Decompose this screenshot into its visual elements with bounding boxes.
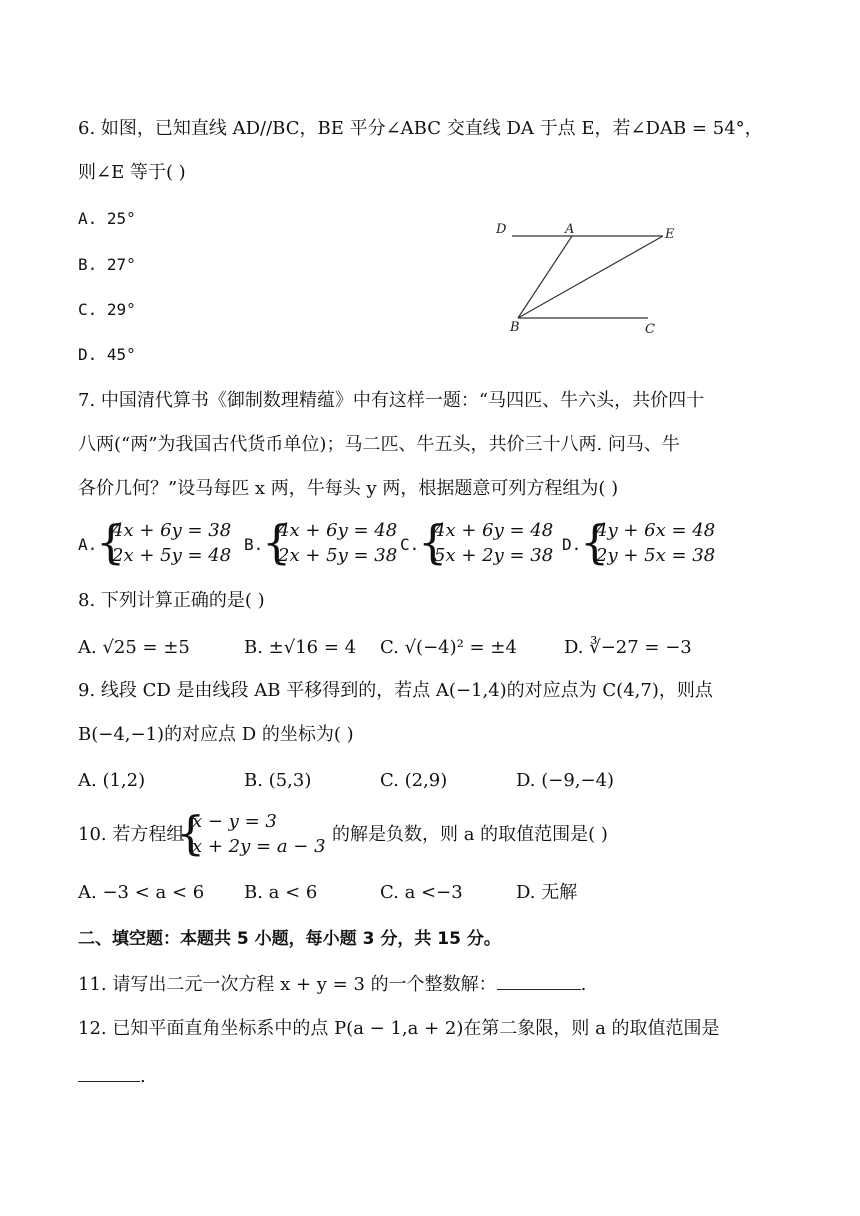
label-e: E bbox=[665, 227, 675, 242]
q11-stem bbox=[78, 971, 586, 997]
q7-option-d-letter: D. bbox=[562, 535, 582, 554]
q9-option-b: B. (5,3) bbox=[244, 770, 312, 791]
q8-option-a: A. √25 = ±5 bbox=[78, 637, 190, 658]
q8-stem: 8. 下列计算正确的是( ) bbox=[78, 590, 265, 611]
q9-option-a: A. (1,2) bbox=[78, 770, 146, 791]
q6-option-a: A. 25° bbox=[78, 209, 136, 228]
q11-answer-blank bbox=[497, 971, 581, 990]
q6-option-c: C. 29° bbox=[78, 300, 136, 319]
q9-stem-line2: B(−4,−1)的对应点 D 的坐标为( ) bbox=[78, 724, 354, 745]
q12-answer-line bbox=[78, 1063, 146, 1089]
q7-option-b bbox=[244, 515, 414, 569]
q7-a-eq2: 2x + 5y = 48 bbox=[112, 545, 232, 566]
q7-option-b-letter: B. bbox=[244, 535, 264, 554]
q7-b-eq1: 4x + 6y = 48 bbox=[278, 520, 398, 541]
q6-option-d: D. 45° bbox=[78, 345, 136, 364]
label-b: B bbox=[510, 320, 520, 335]
q10-option-c: C. a <−3 bbox=[380, 882, 463, 903]
q8-option-c: C. √(−4)² = ±4 bbox=[380, 637, 517, 658]
q7-option-a-letter: A. bbox=[78, 535, 98, 554]
brace-icon: { bbox=[262, 515, 292, 569]
q10-system bbox=[176, 806, 346, 860]
q11-text: 11. 请写出二元一次方程 x + y = 3 的一个整数解： bbox=[78, 974, 497, 995]
q7-d-eq2: 2y + 5x = 38 bbox=[596, 545, 716, 566]
q6-option-b: B. 27° bbox=[78, 255, 136, 274]
q8-option-b: B. ±√16 = 4 bbox=[244, 637, 357, 658]
q7-stem-line2: 八两(“两”为我国古代货币单位)；马二匹、牛五头，共价三十八两. 问马、牛 bbox=[78, 434, 680, 455]
q7-c-eq1: 4x + 6y = 48 bbox=[434, 520, 554, 541]
q6-stem-line2: 则∠E 等于( ) bbox=[78, 162, 186, 183]
label-a: A bbox=[565, 222, 575, 237]
q7-c-eq2: 5x + 2y = 38 bbox=[434, 545, 554, 566]
q10-prefix: 10. 若方程组 bbox=[78, 824, 185, 845]
q7-option-c-letter: C. bbox=[400, 535, 420, 554]
q10-eq1: x − y = 3 bbox=[192, 811, 277, 832]
q7-stem-line1: 7. 中国清代算书《御制数理精蕴》中有这样一题：“马四匹、牛六头，共价四十 bbox=[78, 390, 705, 411]
q12-stem: 12. 已知平面直角坐标系中的点 P(a − 1,a + 2)在第二象限，则 a 的取值范围是 bbox=[78, 1018, 720, 1039]
q12-end: . bbox=[140, 1066, 146, 1087]
q10-option-a: A. −3 < a < 6 bbox=[78, 882, 205, 903]
q8-option-d: D. ∛−27 = −3 bbox=[564, 637, 692, 658]
line-be bbox=[518, 236, 663, 318]
q7-stem-line3: 各价几何？”设马每匹 x 两，牛每头 y 两，根据题意可列方程组为( ) bbox=[78, 478, 619, 499]
q9-option-d: D. (−9,−4) bbox=[516, 770, 615, 791]
q10-option-b: B. a < 6 bbox=[244, 882, 318, 903]
q7-a-eq1: 4x + 6y = 38 bbox=[112, 520, 232, 541]
q12-answer-blank bbox=[78, 1063, 140, 1082]
brace-icon: { bbox=[96, 515, 126, 569]
q10-eq2: x + 2y = a − 3 bbox=[192, 836, 326, 857]
q6-geometry-figure bbox=[488, 214, 675, 340]
q6-stem-line1: 6. 如图，已知直线 AD//BC，BE 平分∠ABC 交直线 DA 于点 E，若∠DAB = 54°， bbox=[78, 118, 763, 139]
section-heading-fill-blank: 二、填空题：本题共 5 小题，每小题 3 分，共 15 分。 bbox=[78, 929, 501, 949]
brace-icon: { bbox=[176, 806, 206, 860]
line-ab bbox=[518, 236, 572, 318]
q11-end: . bbox=[580, 974, 587, 995]
brace-icon: { bbox=[580, 515, 610, 569]
q7-option-d bbox=[562, 515, 732, 569]
q7-option-c bbox=[400, 515, 570, 569]
q7-b-eq2: 2x + 5y = 38 bbox=[278, 545, 398, 566]
q10-option-d: D. 无解 bbox=[516, 882, 578, 903]
q10-suffix: 的解是负数，则 a 的取值范围是( ) bbox=[332, 824, 608, 845]
label-c: C bbox=[645, 322, 655, 337]
q7-d-eq1: 4y + 6x = 48 bbox=[596, 520, 716, 541]
brace-icon: { bbox=[418, 515, 448, 569]
q9-stem-line1: 9. 线段 CD 是由线段 AB 平移得到的，若点 A(−1,4)的对应点为 C(4,7)，则点 bbox=[78, 680, 713, 701]
q9-option-c: C. (2,9) bbox=[380, 770, 448, 791]
q7-option-a bbox=[78, 515, 248, 569]
label-d: D bbox=[496, 222, 507, 237]
